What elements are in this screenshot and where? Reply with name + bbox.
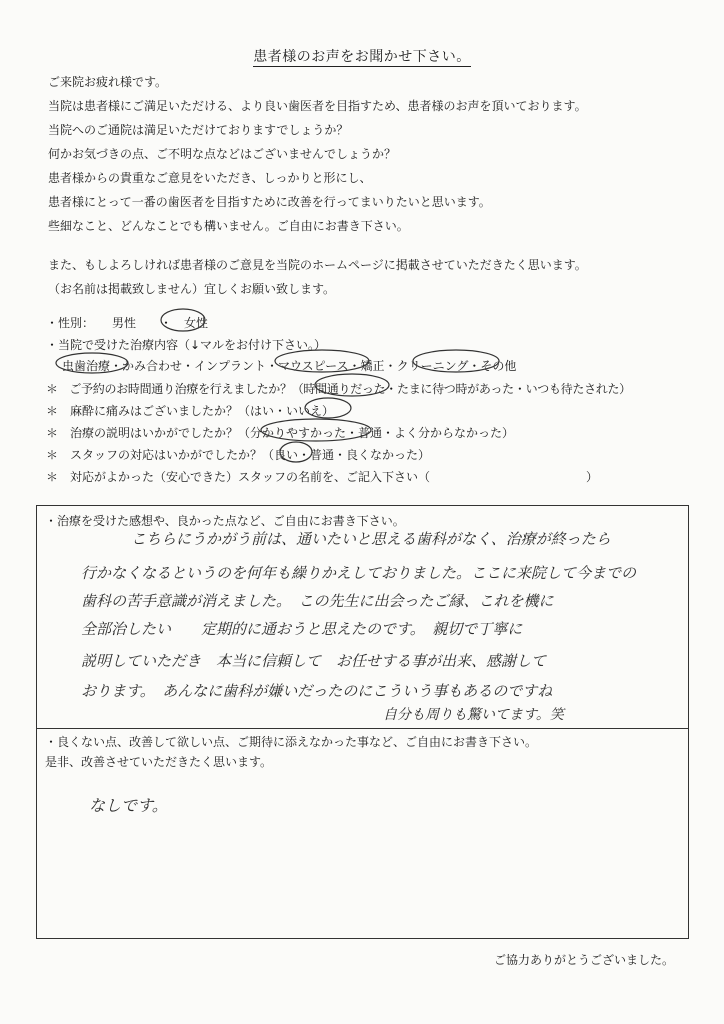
- handwritten-line: 全部治したい 定期的に通おうと思えたのです。 親切で丁寧に: [81, 620, 523, 638]
- intro-line: 患者様からの貴重なご意見をいただき、しっかりと形にし、: [48, 171, 372, 185]
- improvements-box: [36, 727, 689, 939]
- handwritten-line: 歯科の苦手意識が消えました。 この先生に出会ったご縁、これを機に: [81, 592, 554, 610]
- comments-box: [36, 505, 689, 729]
- intro-line: 何かお気づきの点、ご不明な点などはございませんでしょうか？: [48, 147, 397, 161]
- intro-line: 患者様にとって一番の歯医者を目指すために改善を行ってまいりたいと思います。: [48, 195, 491, 209]
- intro-line: 当院は患者様にご満足いただける、より良い歯医者を目指すため、患者様のお声を頂いております。: [48, 99, 587, 113]
- staff-name-question: ＊ 対応がよかった（安心できた）スタッフの名前を、ご記入下さい（ ）: [46, 470, 599, 484]
- staff-question: ＊ スタッフの対応はいかがでしたか？（良い・普通・良くなかった）: [46, 448, 431, 462]
- thanks-footer: ご協力ありがとうございました。: [493, 953, 674, 967]
- handwritten-answer: なしです。: [89, 796, 168, 815]
- comments-label: ・治療を受けた感想や、良かった点など、ご自由にお書き下さい。: [45, 514, 405, 528]
- handwritten-line: 説明していただき 本当に信頼して お任せする事が出来、感謝して: [81, 652, 547, 670]
- intro-line: 当院へのご通院は満足いただけておりますでしょうか？: [48, 123, 349, 137]
- bleed-through: [110, 880, 117, 894]
- intro-line: また、もしよろしければ患者様のご意見を当院のホームページに掲載させていただきたく思います。: [48, 258, 587, 272]
- intro-line: ご来院お疲れ様です。: [48, 75, 168, 89]
- appointment-question: ＊ ご予約のお時間通り治療を行えましたか？（時間通りだった・たまに待つ時があった・いつも待たされた）: [46, 382, 631, 396]
- gender-question: ・性別： 男性 ・ 女性: [46, 316, 209, 330]
- improvements-label: ・良くない点、改善して欲しい点、ご期待に添えなかった事など、ご自由にお書き下さい。: [45, 735, 538, 749]
- handwritten-line: 自分も周りも驚いてます。笑: [383, 707, 564, 723]
- anesthesia-question: ＊ 麻酔に痛みはございましたか？（はい・いいえ）: [46, 404, 335, 418]
- intro-line: 些細なこと、どんなことでも構いません。ご自由にお書き下さい。: [48, 219, 409, 233]
- intro-line: （お名前は掲載致しません）宜しくお願い致します。: [48, 282, 336, 296]
- explanation-question: ＊ 治療の説明はいかがでしたか？（分かりやすかった・普通・よく分からなかった）: [46, 426, 515, 440]
- treatment-question: ・当院で受けた治療内容（↓マルをお付け下さい。）: [46, 338, 327, 352]
- handwritten-line: おります。 あんなに歯科が嫌いだったのにこういう事もあるのですね: [81, 682, 553, 700]
- handwritten-line: 行かなくなるというのを何年も繰りかえしておりました。ここに来院して今までの: [81, 564, 637, 582]
- improvements-sublabel: 是非、改善させていただきたく思います。: [45, 755, 273, 769]
- handwritten-line: こちらにうかがう前は、通いたいと思える歯科がなく、治療が終ったら: [131, 530, 611, 548]
- page-title: 患者様のお声をお聞かせ下さい。: [253, 49, 471, 65]
- treatment-options: 虫歯治療・かみ合わせ・インプラント・マウスピース・矯正・クリーニング・その他: [62, 359, 517, 373]
